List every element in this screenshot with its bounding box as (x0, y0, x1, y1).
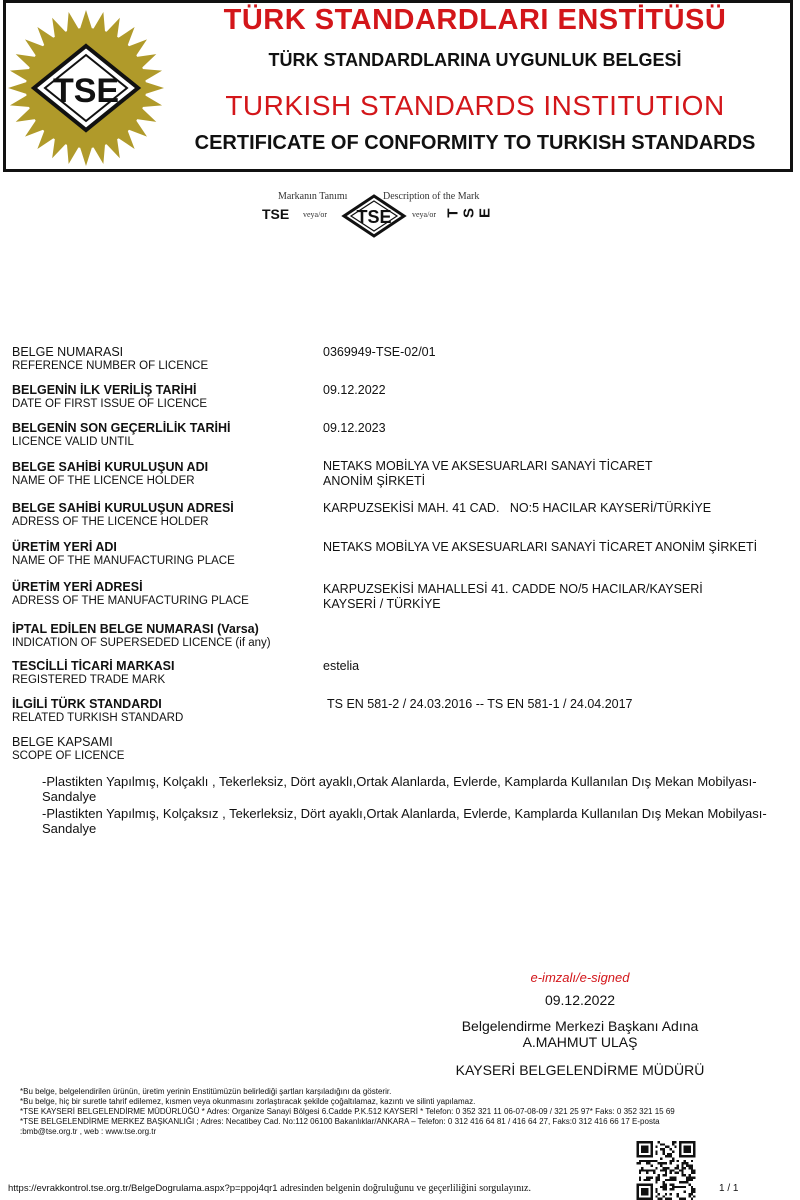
signatory-role: Belgelendirme Merkezi Başkanı Adına (461, 1018, 699, 1034)
scope-item: -Plastikten Yapılmış, Kolçaksız , Tekerleksiz, Dört ayaklı,Ortak Alanlarda, Evlerde, Kamplarda Kullanılan Dış Mekan Mobilyası- Sandalye (42, 806, 767, 836)
mark-tse-text: TSE (262, 206, 290, 222)
field-value-valid-until: 09.12.2023 (323, 421, 386, 435)
field-label-valid-until-en: LICENCE VALID UNTIL (12, 436, 134, 448)
field-label-holder-address: BELGE SAHİBİ KURULUŞUN ADRESİ (12, 501, 234, 515)
signatory-office: KAYSERİ BELGELENDİRME MÜDÜRÜ (455, 1062, 705, 1078)
field-label-manufacturing-place-en: NAME OF THE MANUFACTURING PLACE (12, 555, 235, 567)
mark-diamond-text: TSE (356, 207, 392, 227)
field-value-related-standard: TS EN 581-2 / 24.03.2016 -- TS EN 581-1 / 24.04.2017 (327, 697, 633, 711)
subtitle-turkish: TÜRK STANDARDLARINA UYGUNLUK BELGESİ (268, 50, 682, 70)
field-label-reference-number-en: REFERENCE NUMBER OF LICENCE (12, 360, 209, 372)
mark-label-english: Description of the Mark (383, 191, 480, 202)
field-label-manufacturing-address: ÜRETİM YERİ ADRESİ (12, 580, 143, 594)
signature-date: 09.12.2022 (544, 992, 616, 1008)
verification-url-link[interactable]: https://evrakkontrol.tse.org.tr/BelgeDogrulama.aspx?p=ppoj4qr1 (8, 1183, 278, 1194)
field-label-first-issue-date: BELGENİN İLK VERİLİŞ TARİHİ (12, 383, 197, 397)
field-value-trade-mark: estelia (323, 659, 360, 673)
page-number: 1 / 1 (719, 1183, 739, 1194)
field-value-manufacturing-address: KARPUZSEKİSİ MAHALLESİ 41. CADDE NO/5 HACILAR/KAYSERİ KAYSERİ / TÜRKİYE (323, 582, 703, 611)
field-label-holder-name: BELGE SAHİBİ KURULUŞUN ADI (12, 460, 209, 474)
field-value-holder-name: NETAKS MOBİLYA VE AKSESUARLARI SANAYİ TİCARET ANONİM ŞİRKETİ (323, 459, 653, 488)
tse-seal-logo (6, 6, 166, 170)
field-label-first-issue-date-en: DATE OF FIRST ISSUE OF LICENCE (12, 398, 208, 410)
field-value-first-issue-date: 09.12.2022 (323, 383, 386, 397)
field-label-related-standard: İLGİLİ TÜRK STANDARDI (12, 697, 162, 711)
field-label-valid-until: BELGENİN SON GEÇERLİLİK TARİHİ (12, 421, 231, 435)
mark-diamond-icon (342, 194, 406, 238)
verification-note: adresinden belgenin doğruluğunu ve geçerliliğini sorgulayınız. (277, 1183, 531, 1194)
field-label-related-standard-en: RELATED TURKISH STANDARD (12, 712, 184, 724)
e-signed-label: e-imzalı/e-signed (530, 970, 630, 985)
verification-footer (8, 1183, 531, 1194)
field-value-holder-address: KARPUZSEKİSİ MAH. 41 CAD. NO:5 HACILAR KAYSERİ/TÜRKİYE (323, 501, 712, 515)
footnote: *TSE KAYSERİ BELGELENDİRME MÜDÜRLÜĞÜ * Adres: Organize Sanayi Bölgesi 6.Cadde P.K.512 KAYSERİ * Telefon: 0 352 321 11 06-07-08-09 / 321 25 97* Faks: 0 352 321 15 69 (20, 1107, 675, 1116)
field-label-reference-number: BELGE NUMARASI (12, 345, 124, 359)
field-label-holder-address-en: ADRESS OF THE LICENCE HOLDER (12, 516, 209, 528)
field-label-scope: BELGE KAPSAMI (12, 735, 113, 749)
subtitle-english: CERTIFICATE OF CONFORMITY TO TURKISH STANDARDS (194, 132, 756, 154)
signatory-name: A.MAHMUT ULAŞ (522, 1034, 638, 1050)
mark-rotated-letter: T (444, 208, 462, 218)
footnote: :bmb@tse.org.tr , web : www.tse.org.tr (20, 1127, 157, 1136)
footnote: *Bu belge, hiç bir suretle tahrif edilemez, kısmen veya okunmasını zorlaştıracak şekilde çoğaltılamaz, kazıntı ve silinti yapılamaz. (20, 1097, 476, 1106)
footnote: *Bu belge, belgelendirilen ürünün, üretim yerinin Enstitümüzün belirlediği şartları karşıladığını da gösterir. (20, 1087, 392, 1096)
field-value-reference-number: 0369949-TSE-02/01 (323, 345, 436, 359)
qr-code-icon (636, 1141, 696, 1200)
mark-rotated-letter: E (476, 207, 494, 219)
field-label-superseded-licence-en: INDICATION OF SUPERSEDED LICENCE (if any) (12, 637, 271, 649)
mark-or-2: veya/or (412, 210, 436, 219)
field-label-manufacturing-place: ÜRETİM YERİ ADI (12, 540, 117, 554)
title-turkish: TÜRK STANDARDLARI ENSTİTÜSÜ (223, 4, 727, 36)
field-value-manufacturing-place: NETAKS MOBİLYA VE AKSESUARLARI SANAYİ TİCARET ANONİM ŞİRKETİ (323, 540, 758, 554)
field-label-holder-name-en: NAME OF THE LICENCE HOLDER (12, 475, 195, 487)
scope-item: -Plastikten Yapılmış, Kolçaklı , Tekerleksiz, Dört ayaklı,Ortak Alanlarda, Evlerde, Kamplarda Kullanılan Dış Mekan Mobilyası- Sandalye (42, 774, 757, 804)
field-label-trade-mark-en: REGISTERED TRADE MARK (12, 674, 166, 686)
field-label-scope-en: SCOPE OF LICENCE (12, 750, 125, 762)
title-english: TURKISH STANDARDS INSTITUTION (225, 90, 725, 121)
footnote: *TSE BELGELENDİRME MERKEZ BAŞKANLIĞI ; Adres: Necatibey Cad. No:112 06100 Bakanlıklar/ANKARA – Telefon: 0 312 416 64 81 / 416 64 27, Faks:0 312 416 66 17 E-posta (20, 1117, 660, 1126)
mark-rotated-tse-icon (444, 204, 499, 222)
field-label-trade-mark: TESCİLLİ TİCARİ MARKASI (12, 659, 175, 673)
mark-rotated-letter: S (460, 207, 478, 219)
field-label-manufacturing-address-en: ADRESS OF THE MANUFACTURING PLACE (12, 595, 249, 607)
mark-or-1: veya/or (303, 210, 327, 219)
logo-text: TSE (52, 72, 120, 110)
mark-label-turkish: Markanın Tanımı (278, 191, 348, 202)
field-label-superseded-licence: İPTAL EDİLEN BELGE NUMARASI (Varsa) (12, 622, 259, 636)
